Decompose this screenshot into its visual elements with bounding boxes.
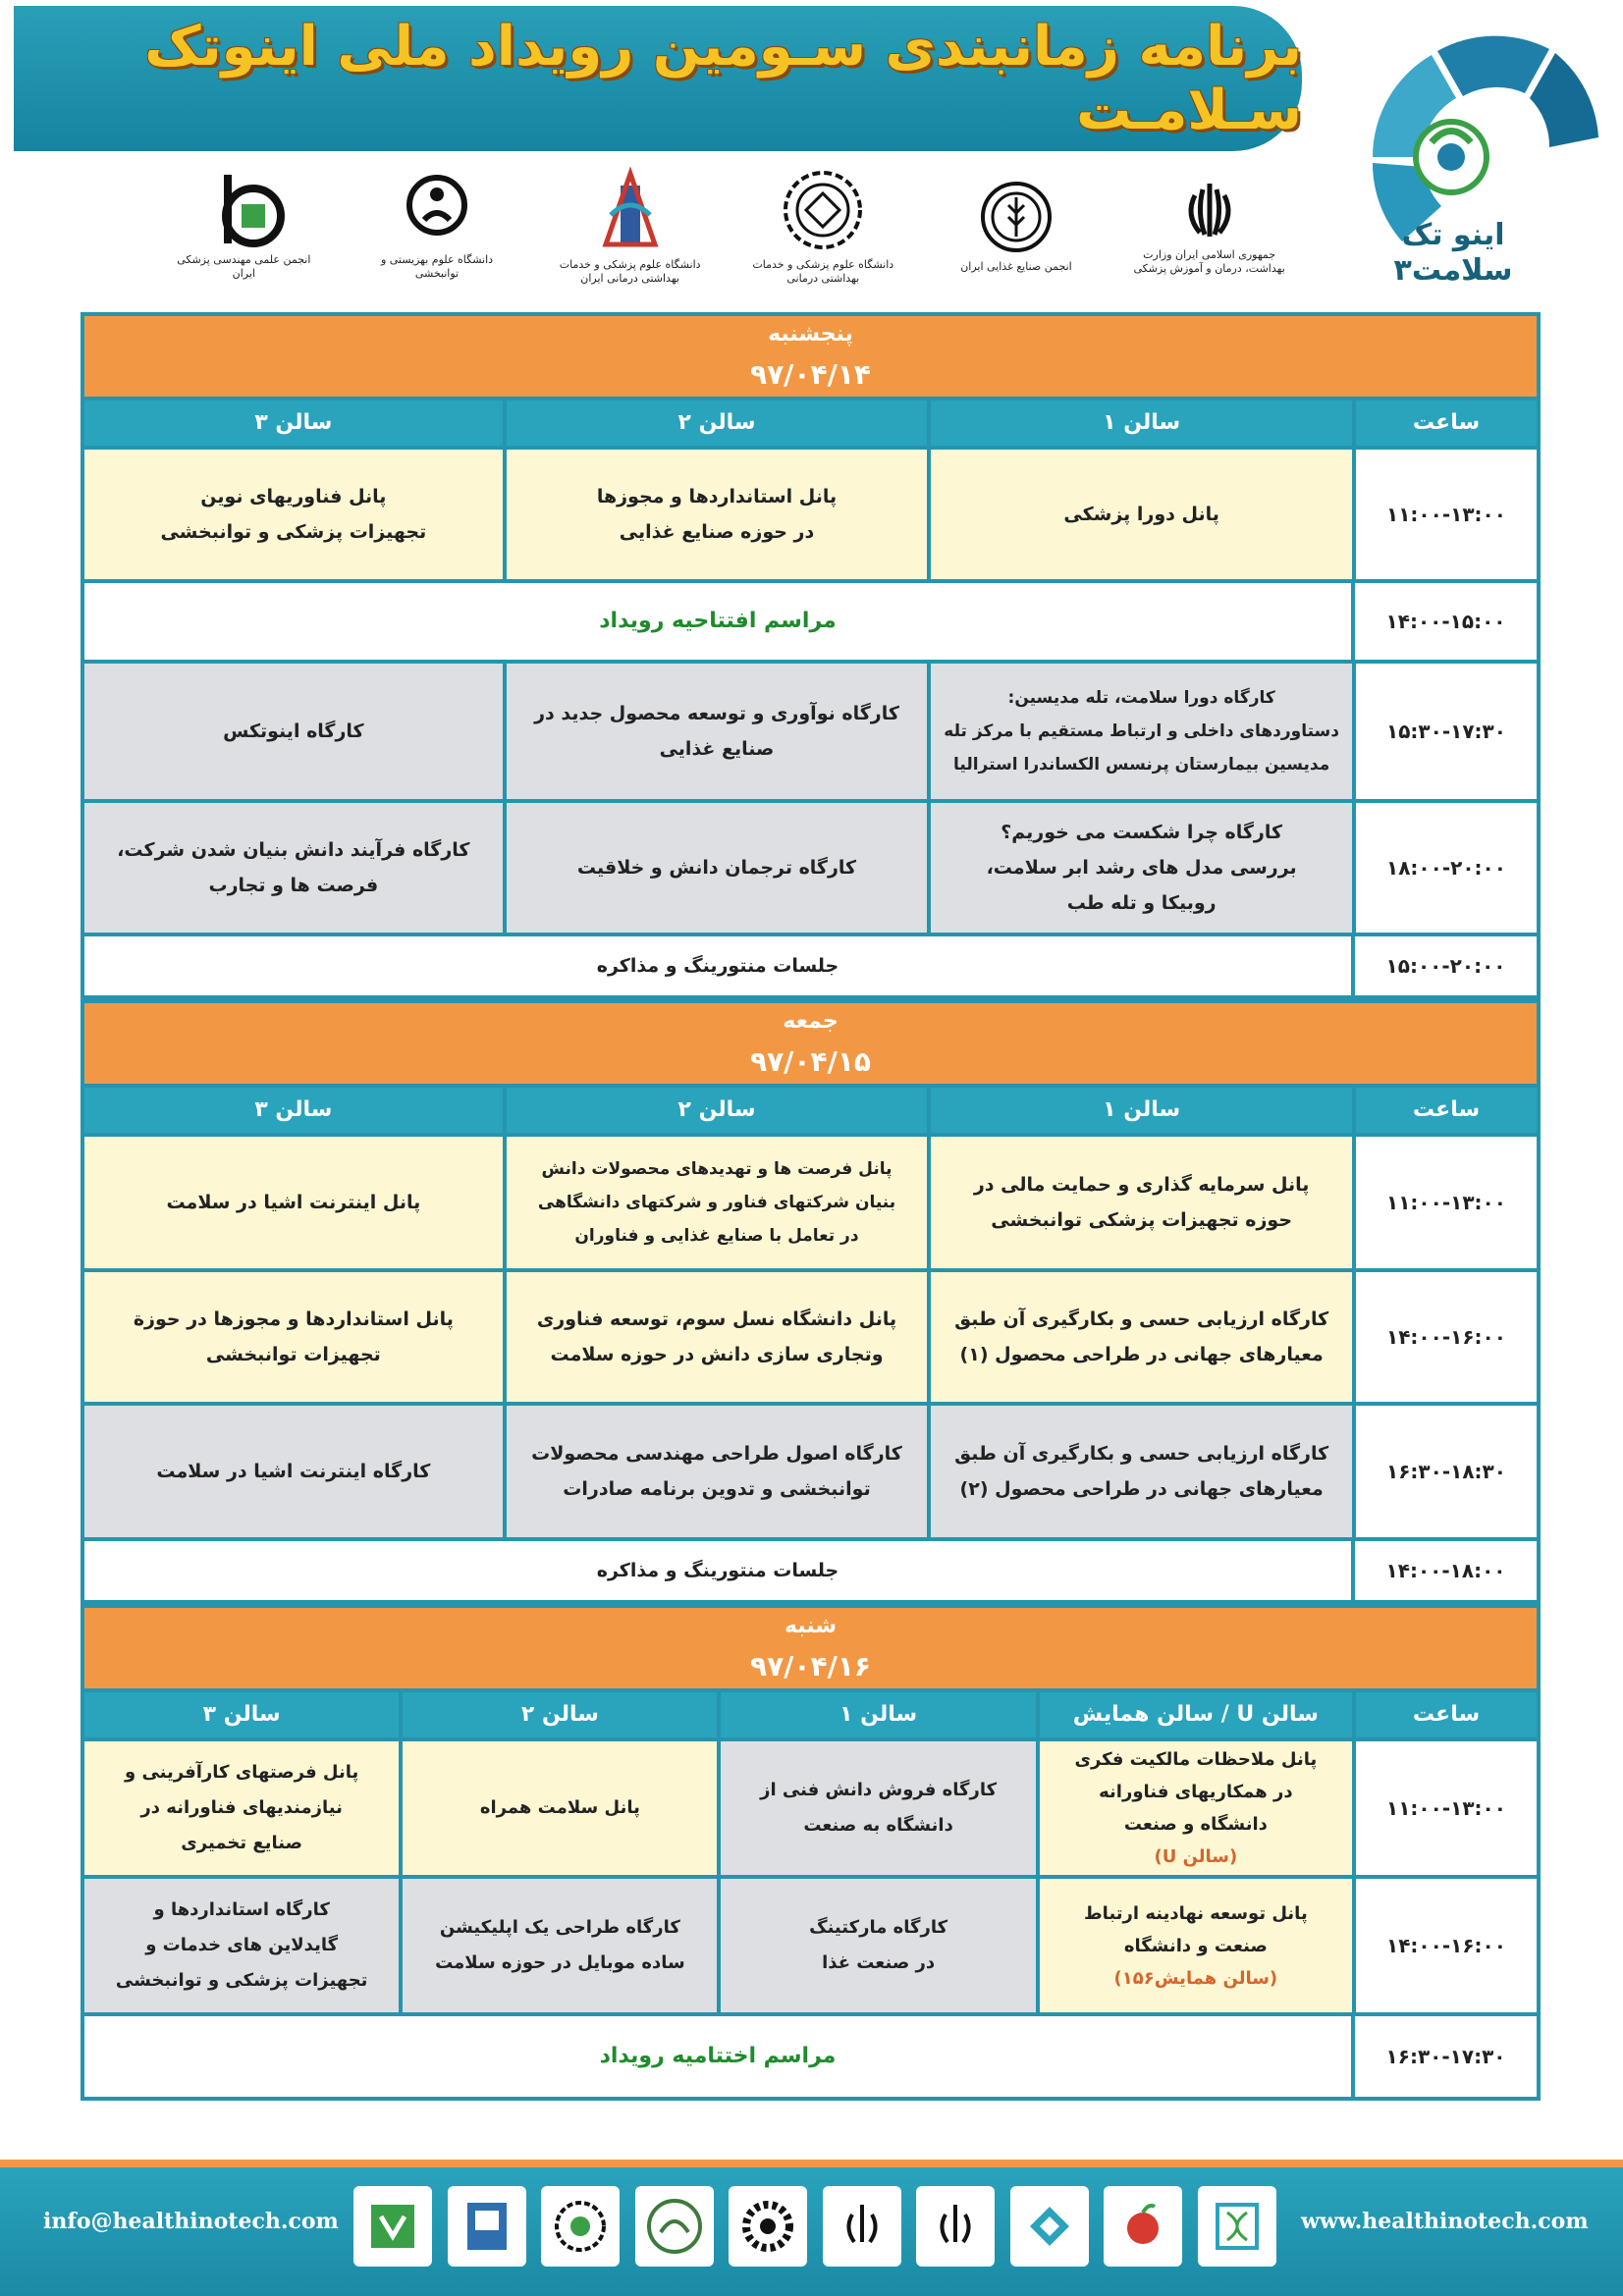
footer-email-link[interactable]: info@healthinotech.com	[43, 2209, 339, 2234]
sponsor-logo-icon	[448, 2186, 526, 2267]
day-date: ۹۷/۰۴/۱۴	[750, 358, 871, 391]
session-cell: کارگاه اینوتکس	[84, 664, 503, 799]
closing-ceremony: مراسم اختتامیه رویداد	[84, 2016, 1351, 2097]
sponsor-logo-icon	[541, 2186, 620, 2267]
table-row	[84, 1272, 1537, 1406]
schedule-table	[81, 312, 1541, 2101]
brand-text	[1375, 218, 1532, 289]
day-name: شنبه	[784, 1614, 837, 1638]
time-slot: ۱۴:۰۰-۱۵:۰۰	[1351, 583, 1537, 660]
session-cell: پانل فناوریهای نوین تجهیزات پزشکی و توانبخشی	[84, 450, 503, 579]
header-hall-2: سالن ۲	[503, 1088, 928, 1133]
day-header-saturday	[84, 1604, 1537, 1692]
session-location: (سالن همایش۱۵۶)	[1113, 1967, 1278, 1989]
sponsor-logo-icon	[1104, 2186, 1182, 2267]
session-cell: کارگاه ارزیابی حسی و بکارگیری آن طبق معیارهای جهانی در طراحی محصول (۲)	[927, 1406, 1352, 1537]
session-cell: کارگاه اصول طراحی مهندسی محصولات توانبخشی و تدوین برنامه صادرات	[503, 1406, 928, 1537]
footer	[0, 2160, 1623, 2296]
time-slot: ۱۶:۳۰-۱۸:۳۰	[1352, 1406, 1537, 1537]
partner-caption: انجمن علمی مهندسی پزشکی ایران	[177, 253, 311, 280]
partner-ministry	[1131, 176, 1288, 276]
sponsor-logo-icon	[1198, 2186, 1276, 2267]
partner-rehab-university	[358, 171, 515, 281]
table-row	[84, 664, 1537, 803]
day-name: پنجشنبه	[768, 322, 853, 347]
letter-b-logo-icon	[194, 171, 293, 249]
wheat-seal-icon	[977, 178, 1055, 256]
session-cell: کارگاه نوآوری و توسعه محصول جدید در صنایع غذایی	[503, 664, 928, 799]
partner-biomedical-society	[165, 171, 322, 281]
time-slot: ۱۵:۰۰-۲۰:۰۰	[1351, 936, 1537, 995]
sponsor-logos	[353, 2181, 1276, 2271]
sponsor-logo-icon	[1010, 2186, 1089, 2267]
session-cell: کارگاه فروش دانش فنی از دانشگاه به صنعت	[717, 1741, 1035, 1875]
session-cell: پانل سلامت همراه	[399, 1741, 717, 1875]
session-title: پانل توسعه نهادینه ارتباط صنعت و دانشگاه	[1083, 1902, 1308, 1956]
time-slot: ۱۴:۰۰-۱۶:۰۰	[1352, 1272, 1537, 1402]
table-row	[84, 1541, 1537, 1604]
sponsor-logo-icon	[823, 2186, 901, 2267]
partner-logos	[147, 157, 1306, 294]
column-headers	[84, 400, 1537, 450]
column-headers	[84, 1088, 1537, 1137]
table-row	[84, 1406, 1537, 1541]
session-location: (سالن U)	[1154, 1846, 1238, 1867]
header-hall-3: سالن ۳	[84, 1088, 503, 1133]
mentoring-sessions: جلسات منتورینگ و مذاکره	[84, 1541, 1351, 1600]
column-headers	[84, 1692, 1537, 1741]
sponsor-logo-icon	[635, 2186, 714, 2267]
session-cell: کارگاه چرا شکست می خوریم؟ بررسی مدل های رشد ابر سلامت، روبیکا و تله طب	[927, 803, 1352, 933]
page-title: برنامه زمانبندی سـومین رویداد ملی اینوتک سـلامـت	[144, 15, 1302, 142]
session-cell	[1036, 1741, 1352, 1875]
time-slot: ۱۱:۰۰-۱۳:۰۰	[1352, 1741, 1537, 1875]
session-cell: کارگاه ترجمان دانش و خلاقیت	[503, 803, 928, 933]
sponsor-logo-icon	[916, 2186, 995, 2267]
header-hall-3: سالن ۳	[84, 1692, 399, 1737]
day-date: ۹۷/۰۴/۱۶	[750, 1650, 871, 1682]
header-hall-1: سالن ۱	[717, 1692, 1035, 1737]
partner-medical-university	[744, 166, 901, 286]
table-row	[84, 1879, 1537, 2016]
table-row	[84, 803, 1537, 936]
session-cell: پانل فرصت ها و تهدیدهای محصولات دانش بنیان شرکتهای فناور و شرکتهای دانشگاهی در تعامل با صنایع غذایی و فناوران	[503, 1137, 928, 1268]
brand-line-2: سلامت۳	[1393, 253, 1513, 288]
table-row	[84, 1137, 1537, 1272]
session-cell: کارگاه طراحی یک اپلیکیشن ساده موبایل در حوزه سلامت	[399, 1879, 717, 2012]
header-hall-3: سالن ۳	[84, 400, 503, 446]
session-cell: پانل دانشگاه نسل سوم، توسعه فناوری وتجاری سازی دانش در حوزه سلامت	[503, 1272, 928, 1402]
session-cell: پانل استانداردها و مجوزها در حوزة تجهیزات توانبخشی	[84, 1272, 503, 1402]
session-cell: پانل سرمایه گذاری و حمایت مالی در حوزه تجهیزات پزشکی توانبخشی	[927, 1137, 1352, 1268]
session-cell: پانل دورا پزشکی	[927, 450, 1352, 579]
sponsor-logo-icon	[353, 2186, 432, 2267]
time-slot: ۱۸:۰۰-۲۰:۰۰	[1352, 803, 1537, 933]
table-row	[84, 450, 1537, 583]
day-name: جمعه	[783, 1009, 839, 1034]
partner-caption: انجمن صنایع غذایی ایران	[960, 260, 1072, 273]
time-slot: ۱۴:۰۰-۱۶:۰۰	[1352, 1879, 1537, 2012]
time-slot: ۱۱:۰۰-۱۳:۰۰	[1352, 1137, 1537, 1268]
table-row	[84, 936, 1537, 999]
session-cell: کارگاه اینترنت اشیا در سلامت	[84, 1406, 503, 1537]
rehab-figure-icon	[403, 171, 471, 249]
session-cell: کارگاه مارکتینگ در صنعت غذا	[717, 1879, 1035, 2012]
day-header-thursday	[84, 316, 1537, 400]
time-slot: ۱۵:۳۰-۱۷:۳۰	[1352, 664, 1537, 799]
header-hall-2: سالن ۲	[503, 400, 928, 446]
sponsor-logo-icon	[729, 2186, 807, 2267]
session-cell: پانل اینترنت اشیا در سلامت	[84, 1137, 503, 1268]
session-cell: پانل استانداردها و مجوزها در حوزه صنایع غذایی	[503, 450, 928, 579]
session-title: پانل ملاحظات مالکیت فکری در همکاریهای فناورانه دانشگاه و صنعت	[1074, 1749, 1318, 1835]
header-time: ساعت	[1352, 1692, 1537, 1737]
partner-food-association	[938, 178, 1095, 274]
session-cell: کارگاه دورا سلامت، تله مدیسین: دستاوردهای داخلی و ارتباط مستقیم با مرکز تله مدیسین بیمارستان پرنسس الکساندرا استرالیا	[927, 664, 1352, 799]
session-cell: پانل فرصتهای کارآفرینی و نیازمندیهای فناورانه در صنایع تخمیری	[84, 1741, 399, 1875]
time-slot: ۱۶:۳۰-۱۷:۳۰	[1351, 2016, 1537, 2097]
header-hall-1: سالن ۱	[927, 1088, 1352, 1133]
session-cell: کارگاه ارزیابی حسی و بکارگیری آن طبق معیارهای جهانی در طراحی محصول (۱)	[927, 1272, 1352, 1402]
partner-iran-university	[552, 166, 709, 286]
day-date: ۹۷/۰۴/۱۵	[750, 1045, 871, 1078]
session-cell	[1036, 1879, 1352, 2012]
table-row	[84, 1741, 1537, 1879]
brand-line-1: اینو تک	[1401, 218, 1505, 252]
header-hall-1: سالن ۱	[927, 400, 1352, 446]
rosette-seal-icon	[779, 166, 867, 254]
header-time: ساعت	[1352, 1088, 1537, 1133]
session-cell: کارگاه فرآیند دانش بنیان شدن شرکت، فرصت ها و تجارب	[84, 803, 503, 933]
iran-emblem-icon	[1175, 176, 1244, 244]
partner-caption: جمهوری اسلامی ایران وزارت بهداشت، درمان و آموزش پزشکی	[1133, 248, 1285, 275]
university-tower-icon	[596, 166, 665, 254]
header-hall-2: سالن ۲	[399, 1692, 717, 1737]
partner-caption: دانشگاه علوم پزشکی و خدمات بهداشتی درمانی ایران	[559, 258, 701, 285]
title-banner	[14, 6, 1302, 151]
opening-ceremony: مراسم افتتاحیه رویداد	[84, 583, 1351, 660]
time-slot: ۱۱:۰۰-۱۳:۰۰	[1352, 450, 1537, 579]
footer-website-link[interactable]: www.healthinotech.com	[1301, 2209, 1589, 2234]
session-cell: کارگاه استانداردها و گایدلاین های خدمات و تجهیزات پزشکی و توانبخشی	[84, 1879, 399, 2012]
day-header-friday	[84, 999, 1537, 1088]
table-row	[84, 2016, 1537, 2097]
header-hall-u: سالن U / سالن همایش	[1036, 1692, 1352, 1737]
header-time: ساعت	[1352, 400, 1537, 446]
table-row	[84, 583, 1537, 664]
mentoring-sessions: جلسات منتورینگ و مذاکره	[84, 936, 1351, 995]
time-slot: ۱۴:۰۰-۱۸:۰۰	[1351, 1541, 1537, 1600]
partner-caption: دانشگاه علوم بهزیستی و توانبخشی	[380, 253, 494, 280]
partner-caption: دانشگاه علوم پزشکی و خدمات بهداشتی درمانی	[752, 258, 894, 285]
